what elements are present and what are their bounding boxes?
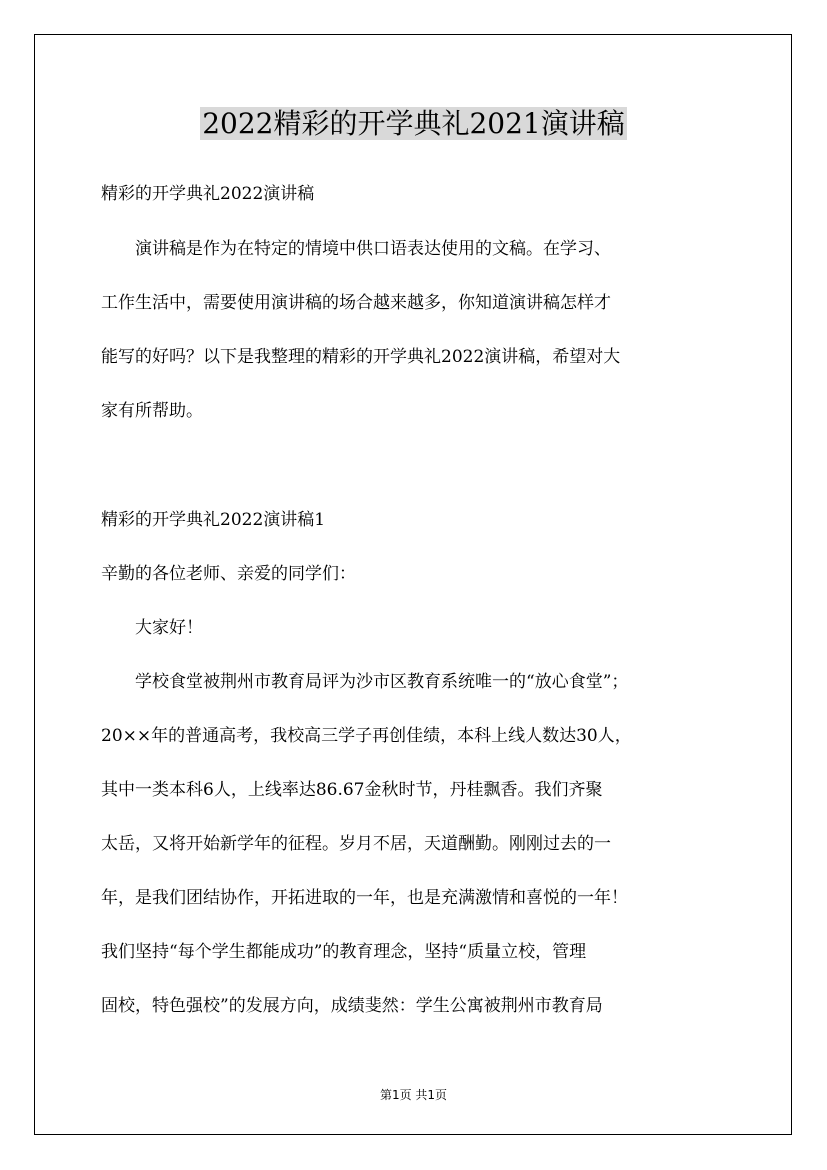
section-heading: 精彩的开学典礼2022演讲稿1 — [101, 510, 326, 530]
body-line: 年，是我们团结协作，开拓进取的一年，也是充满激情和喜悦的一年！ — [101, 888, 628, 908]
greeting-line: 大家好！ — [101, 618, 203, 638]
body-line: 太岳，又将开始新学年的征程。岁月不居，天道酬勤。刚刚过去的一 — [101, 834, 611, 854]
salutation-line: 辛勤的各位老师、亲爱的同学们： — [101, 564, 356, 584]
body-line: 学校食堂被荆州市教育局评为沙市区教育系统唯一的“放心食堂”； — [101, 672, 629, 692]
body-line: 能写的好吗？以下是我整理的精彩的开学典礼2022演讲稿，希望对大 — [101, 347, 621, 367]
body-line: 工作生活中，需要使用演讲稿的场合越来越多，你知道演讲稿怎样才 — [101, 293, 611, 313]
document-title: 2022精彩的开学典礼2021演讲稿 — [202, 107, 625, 140]
page-footer: 第1页 共1页 — [379, 1088, 448, 1102]
body-line: 演讲稿是作为在特定的情境中供口语表达使用的文稿。在学习、 — [101, 239, 611, 259]
body-line: 家有所帮助。 — [101, 401, 203, 421]
body-line: 固校，特色强校”的发展方向，成绩斐然：学生公寓被荆州市教育局 — [101, 996, 603, 1016]
subtitle-line: 精彩的开学典礼2022演讲稿 — [101, 184, 315, 204]
body-line: 其中一类本科6人，上线率达86.67金秋时节，丹桂飘香。我们齐聚 — [101, 780, 603, 800]
body-line: 20××年的普通高考，我校高三学子再创佳绩，本科上线人数达30人， — [101, 726, 632, 746]
body-line: 我们坚持“每个学生都能成功”的教育理念，坚持“质量立校，管理 — [101, 942, 587, 962]
